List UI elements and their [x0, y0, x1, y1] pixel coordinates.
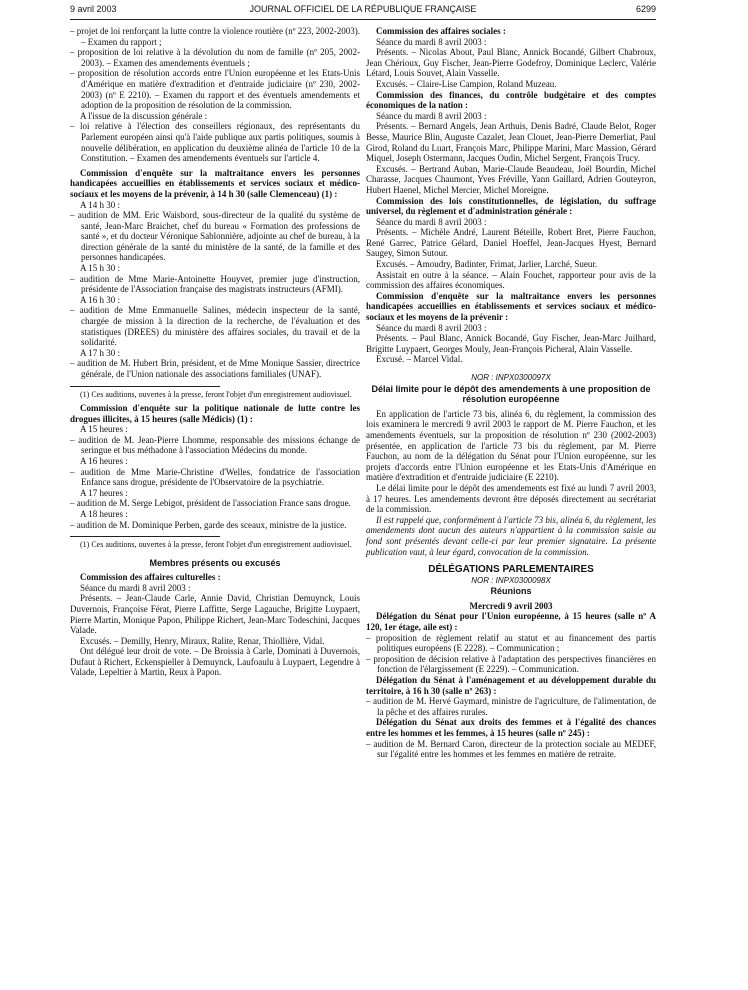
section-heading: Commission des lois constitutionnelles, de législation, du suffrage universel, du règlement et d'administration générale : [366, 195, 656, 217]
paragraph: Séance du mardi 8 avril 2003 : [376, 216, 487, 227]
paragraph: Ont délégué leur droit de vote. – De Broissia à Carle, Dominati à Duvernois, Dufaut à Richert, Eckenspieller à Demuynck, Laufoaulu à Luypaert, Legendre à Valade, Lepeltier à Martin, Reux à Papon. [70, 646, 360, 678]
paragraph: Présents. – Michèle André, Laurent Béteille, Robert Bret, Pierre Fauchon, René Garrec, Patrice Gélard, Daniel Hoeffel, Jean-Jacques Hyest, Bernard Saugey, Simon Sutour. [366, 227, 656, 259]
section-heading: Commission d'enquête sur la politique nationale de lutte contre les drogues illicites, à 15 heures (salle Médicis) (1) : [70, 403, 360, 424]
paragraph: A 15 h 30 : [80, 263, 121, 274]
paragraph: A 18 heures : [80, 508, 128, 519]
header-rule [70, 19, 656, 20]
notice-paragraph: Il est rappelé que, conformément à l'article 73 bis, alinéa 6, du règlement, les amendements dont aucun des auteurs n'appartient à la commission saisie au fond sont présentés devant celle-ci par leur premier signataire. La présente publication vaut, à leur égard, convocation de la commission. [366, 514, 656, 557]
section-heading: Commission des affaires culturelles : [80, 572, 221, 583]
header-page-number: 6299 [635, 4, 656, 14]
paragraph: A 17 heures : [80, 487, 128, 498]
paragraph: Le délai limite pour le dépôt des amendements est fixé au lundi 7 avril 2003, à 17 heures. Les amendements devront être déposés directement au secrétariat de la commission. [366, 482, 656, 515]
paragraph: Présents. – Nicolas About, Paul Blanc, Annick Bocandé, Gilbert Chabroux, Jean Chérioux, Guy Fischer, Jean-Pierre Godefroy, Dominique Leclerc, Valérie Létard, Louis Souvet, Alain Vasselle. [366, 47, 656, 79]
agenda-item: – proposition de décision relative à l'adaptation des perspectives financières en fonction de l'élargissement (E 2229). – Communication. [366, 653, 656, 675]
agenda-item: – audition de M. Hervé Gaymard, ministre de l'agriculture, de l'alimentation, de la pêche et des affaires rurales. [366, 696, 656, 717]
paragraph: Séance du mardi 8 avril 2003 : [376, 110, 487, 121]
nor-reference: NOR : INPX0300097X [471, 373, 551, 382]
footnote-rule [70, 386, 220, 387]
paragraph: Excusés. – Bertrand Auban, Marie-Claude Beaudeau, Joël Bourdin, Michel Charasse, Jacques Chaumont, Yves Fréville, Yann Gaillard, Adrien Gouteyron, Hubert Haenel, Michel Mercier, Michel Moreigne. [366, 163, 656, 195]
date-heading: Mercredi 9 avril 2003 [469, 600, 553, 611]
footnote-rule [70, 536, 220, 537]
left-column [70, 26, 360, 678]
agenda-item: – audition de Mme Marie-Antoinette Houyvet, premier juge d'instruction, présidente de l'Association française des magistrats instructeurs (AFMI). [70, 273, 360, 295]
paragraph: Présents. – Paul Blanc, Annick Bocandé, Guy Fischer, Jean-Marc Juilhard, Brigitte Luypaert, Georges Mouly, Jean-François Picheral, Alain Vasselle. [366, 333, 656, 354]
agenda-item: – audition de M. Hubert Brin, président, et de Mme Monique Sassier, directrice générale, de l'Union nationale des associations familiales (UNAF). [70, 358, 360, 379]
footnote: (1) Ces auditions, ouvertes à la presse, feront l'objet d'un enregistrement audiovisuel. [80, 540, 352, 550]
section-heading: Délégation du Sénat pour l'Union européenne, à 15 heures (salle nº A 120, 1er étage, aile est) : [366, 611, 656, 633]
agenda-item: – audition de M. Bernard Caron, directeur de la protection sociale au MEDEF, sur l'égalité entre les hommes et les femmes en matière de retraite. [366, 738, 656, 760]
paragraph: A 14 h 30 : [80, 199, 121, 210]
paragraph: Excusés. – Demilly, Henry, Miraux, Ralite, Renar, Thiollière, Vidal. [80, 635, 325, 646]
right-column [366, 26, 656, 760]
section-heading: Commission des finances, du contrôle budgétaire et des comptes économiques de la nation : [366, 89, 656, 111]
header-date: 9 avril 2003 [70, 4, 117, 14]
section-heading: Commission des affaires sociales : [376, 26, 506, 36]
paragraph: Assistait en outre à la séance. – Alain Fouchet, rapporteur pour avis de la commission des affaires économiques. [366, 269, 656, 291]
agenda-item: – audition de MM. Eric Waisbord, sous-directeur de la qualité du système de santé, Jean-Marc Braichet, chef du bureau « Formation des professions de santé », et du docteur Véronique Sablonnière, adjointe au chef de bureau, à la direction générale de la santé du ministère de la santé, de la famille et des personnes handicapées. [70, 210, 360, 263]
centered-heading: Délai limite pour le dépôt des amendements à une proposition de résolution européenne [371, 383, 651, 405]
agenda-item: – projet de loi renforçant la lutte contre la violence routière (nº 223, 2002-2003). – Examen du rapport ; [70, 26, 360, 47]
paragraph: Présents. – Bernard Angels, Jean Arthuis, Denis Badré, Claude Belot, Roger Besse, Maurice Blin, Auguste Cazalet, Jean Clouet, Jean-Pierre Demerliat, Paul Girod, Roland du Luart, François Marc, Philippe Marini, Marc Massion, Gérard Miquel, Joseph Ostermann, Jacques Oudin, Michel Sergent, François Trucy. [366, 121, 656, 164]
centered-heading: Réunions [490, 586, 532, 597]
paragraph: Excusés. – Claire-Lise Campion, Roland Muzeau. [376, 78, 557, 89]
paragraph: Séance du mardi 8 avril 2003 : [80, 582, 191, 593]
section-title: DÉLÉGATIONS PARLEMENTAIRES [428, 564, 594, 576]
header-journal-title: JOURNAL OFFICIEL DE LA RÉPUBLIQUE FRANÇAISE [249, 4, 477, 14]
nor-reference: NOR : INPX0300098X [471, 575, 551, 585]
agenda-item: – audition de M. Serge Lebigot, président de l'association France sans drogue. [70, 498, 351, 509]
footnote: (1) Ces auditions, ouvertes à la presse, feront l'objet d'un enregistrement audiovisuel. [80, 389, 352, 399]
agenda-item: – audition de Mme Emmanuelle Salines, médecin inspecteur de la santé, chargée de mission à la direction de la recherche, de l'évaluation et des statistiques (DREES) du ministère des affaires sociales, du travail et de la solidarité. [70, 305, 360, 348]
paragraph: A 16 h 30 : [80, 294, 121, 305]
page-header [70, 4, 656, 18]
paragraph: A 17 h 30 : [80, 347, 121, 358]
agenda-item: – proposition de loi relative à la dévolution du nom de famille (nº 205, 2002-2003). – Examen des amendements éventuels ; [70, 47, 360, 68]
paragraph: A l'issue de la discussion générale : [80, 110, 208, 121]
paragraph: Séance du mardi 8 avril 2003 : [376, 36, 487, 47]
paragraph: En application de l'article 73 bis, alinéa 6, du règlement, la commission des lois examinera le mercredi 9 avril 2003 le rapport de M. Pierre Fauchon, et les amendements éventuels, sur la proposition de résolution nº 230 (2002-2003) présentée, en application de l'article 73 bis du règlement, par M. Pierre Fauchon, au nom de la délégation du Sénat pour l'Union européenne, sur les projets d'accords entre l'Union européenne et les Etats-Unis d'Amérique en matière d'extradition et d'entraide judiciaire (E 2210). [366, 408, 656, 483]
agenda-item: – proposition de résolution accords entre l'Union européenne et les Etats-Unis d'Amérique en matière d'extradition et d'entraide judiciaire (nº 230, 2002-2003) (nº E 2210). – Examen du rapport et des éventuels amendements et adoption de la proposition de résolution de la commission. [70, 68, 360, 111]
agenda-item: – loi relative à l'élection des conseillers régionaux, des représentants du Parlement européen ainsi qu'à l'aide publique aux partis politiques, soumis à nouvelle délibération, en application du deuxième alinéa de l'article 10 de la Constitution. – Examen des amendements éventuels sur l'article 4. [70, 121, 360, 164]
agenda-item: – audition de M. Jean-Pierre Lhomme, responsable des missions échange de seringue et bus méthadone à l'association Médecins du monde. [70, 434, 360, 456]
paragraph: Excusés. – Amoudry, Badinter, Frimat, Jarlier, Larché, Sueur. [376, 259, 598, 270]
section-heading: Commission d'enquête sur la maltraitance envers les personnes handicapées accueillies en établissements et services sociaux et médico-sociaux et les moyens de la prévenir, à 14 h 30 (salle Clemenceau) (1) : [70, 167, 360, 199]
paragraph: Séance du mardi 8 avril 2003 : [376, 322, 487, 333]
section-heading: Commission d'enquête sur la maltraitance envers les personnes handicapées accueillies en établissements et services sociaux et médico-sociaux et les moyens de la prévenir : [366, 290, 656, 323]
paragraph: Présents. – Jean-Claude Carle, Annie David, Christian Demuynck, Louis Duvernois, Françoise Férat, Pierre Laffitte, Serge Lagauche, Brigitte Luypaert, Pierre Martin, Monique Papon, Philippe Richert, Jean-Marc Todeschini, Jacques Valade. [70, 593, 360, 636]
paragraph: Excusé. – Marcel Vidal. [376, 354, 463, 365]
centered-heading: Membres présents ou excusés [149, 557, 281, 568]
agenda-item: – audition de Mme Marie-Christine d'Welles, fondatrice de l'association Enfance sans drogue, présidente de l'Observatoire de la psychiatrie. [70, 466, 360, 488]
agenda-item: – audition de M. Dominique Perben, garde des sceaux, ministre de la justice. [70, 519, 347, 530]
section-heading: Délégation du Sénat aux droits des femmes et à l'égalité des chances entre les hommes et les femmes, à 15 heures (salle nº 245) : [366, 717, 656, 738]
agenda-item: – proposition de règlement relatif au statut et au financement des partis politiques européens (E 2228). – Communication ; [366, 632, 656, 654]
spacer [366, 365, 656, 373]
spacer [70, 550, 360, 558]
paragraph: A 15 heures : [80, 424, 128, 435]
paragraph: A 16 heures : [80, 455, 128, 466]
section-heading: Délégation du Sénat à l'aménagement et au développement durable du territoire, à 16 h 30 (salle nº 263) : [366, 675, 656, 696]
